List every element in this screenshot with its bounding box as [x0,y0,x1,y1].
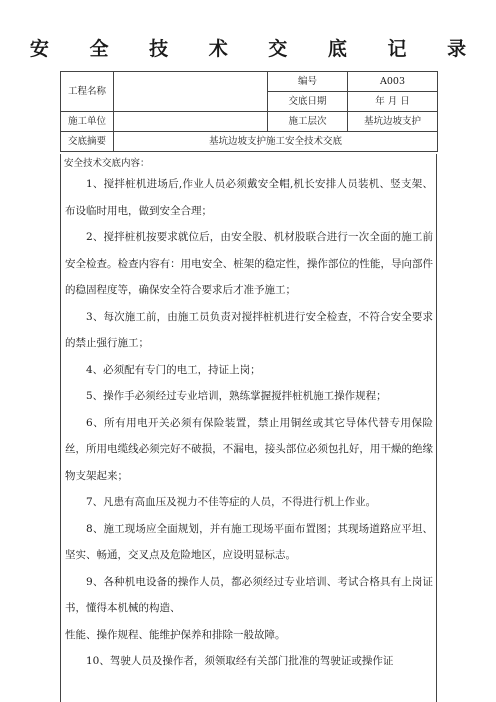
paragraph: 5、操作手必须经过专业培训，熟练掌握搅拌桩机施工操作规程； [86,390,387,402]
paragraph: 8、施工现场应全面规划，并有施工现场平面布置图；其现场道路应平坦、坚实、畅通，交叉点及危险地区，应设明显标志。 [65,522,433,561]
level-value: 基坑边坡支护 [348,112,438,132]
paragraph: 6、所有用电开关必须有保险装置，禁止用铜丝或其它导体代替专用保险丝，所用电缆线必须完好不破损，不漏电，接头部位必须包扎好，用干燥的绝缘物支架起来； [65,416,433,482]
paragraph: 1、搅拌桩机进场后,作业人员必须戴安全帽,机长安排人员装机、竖支架、布设临时用电，做到安全合理； [65,178,433,217]
header-table [60,71,438,152]
project-name-value [114,72,268,112]
content-heading: 安全技术交底内容： [64,158,150,169]
paragraph: 7、凡患有高血压及视力不佳等症的人员，不得进行机上作业。 [86,496,377,508]
number-label: 编号 [268,72,348,92]
paragraph: 10、驾驶人员及操作者，须领取经有关部门批准的驾驶证或操作证 [86,655,394,667]
project-name-label: 工程名称 [61,72,114,112]
disclosure-content [60,154,437,702]
number-value: A003 [348,72,438,92]
paragraph: 4、必须配有专门的电工，持证上岗； [86,363,261,376]
paragraph: 2、搅拌桩机按要求就位后，由安全股、机材股联合进行一次全面的施工前安全检查。检查内容有：用电安全、桩架的稳定性，操作部位的性能，导向部件的稳固程度等，确保安全符合要求后才准予施工； [65,231,433,296]
summary-label: 交底摘要 [61,132,114,152]
summary-value: 基坑边坡支护施工安全技术交底 [114,132,438,152]
level-label: 施工层次 [268,112,348,132]
paragraph: 3、每次施工前，由施工员负责对搅拌桩机进行安全检查，不符合安全要求的禁止强行施工； [65,310,433,349]
unit-value [114,112,268,132]
paragraph: 9、各种机电设备的操作人员，都必须经过专业培训、考试合格具有上岗证书，懂得本机械的构造、 [65,575,433,614]
date-value: 年 月 日 [348,92,438,112]
unit-label: 施工单位 [61,112,114,132]
page-title: 安 全 技 术 交 底 记 录 [29,38,484,60]
paragraph: 性能、操作规程、能维护保养和排除一般故障。 [65,628,286,641]
date-label: 交底日期 [268,92,348,112]
